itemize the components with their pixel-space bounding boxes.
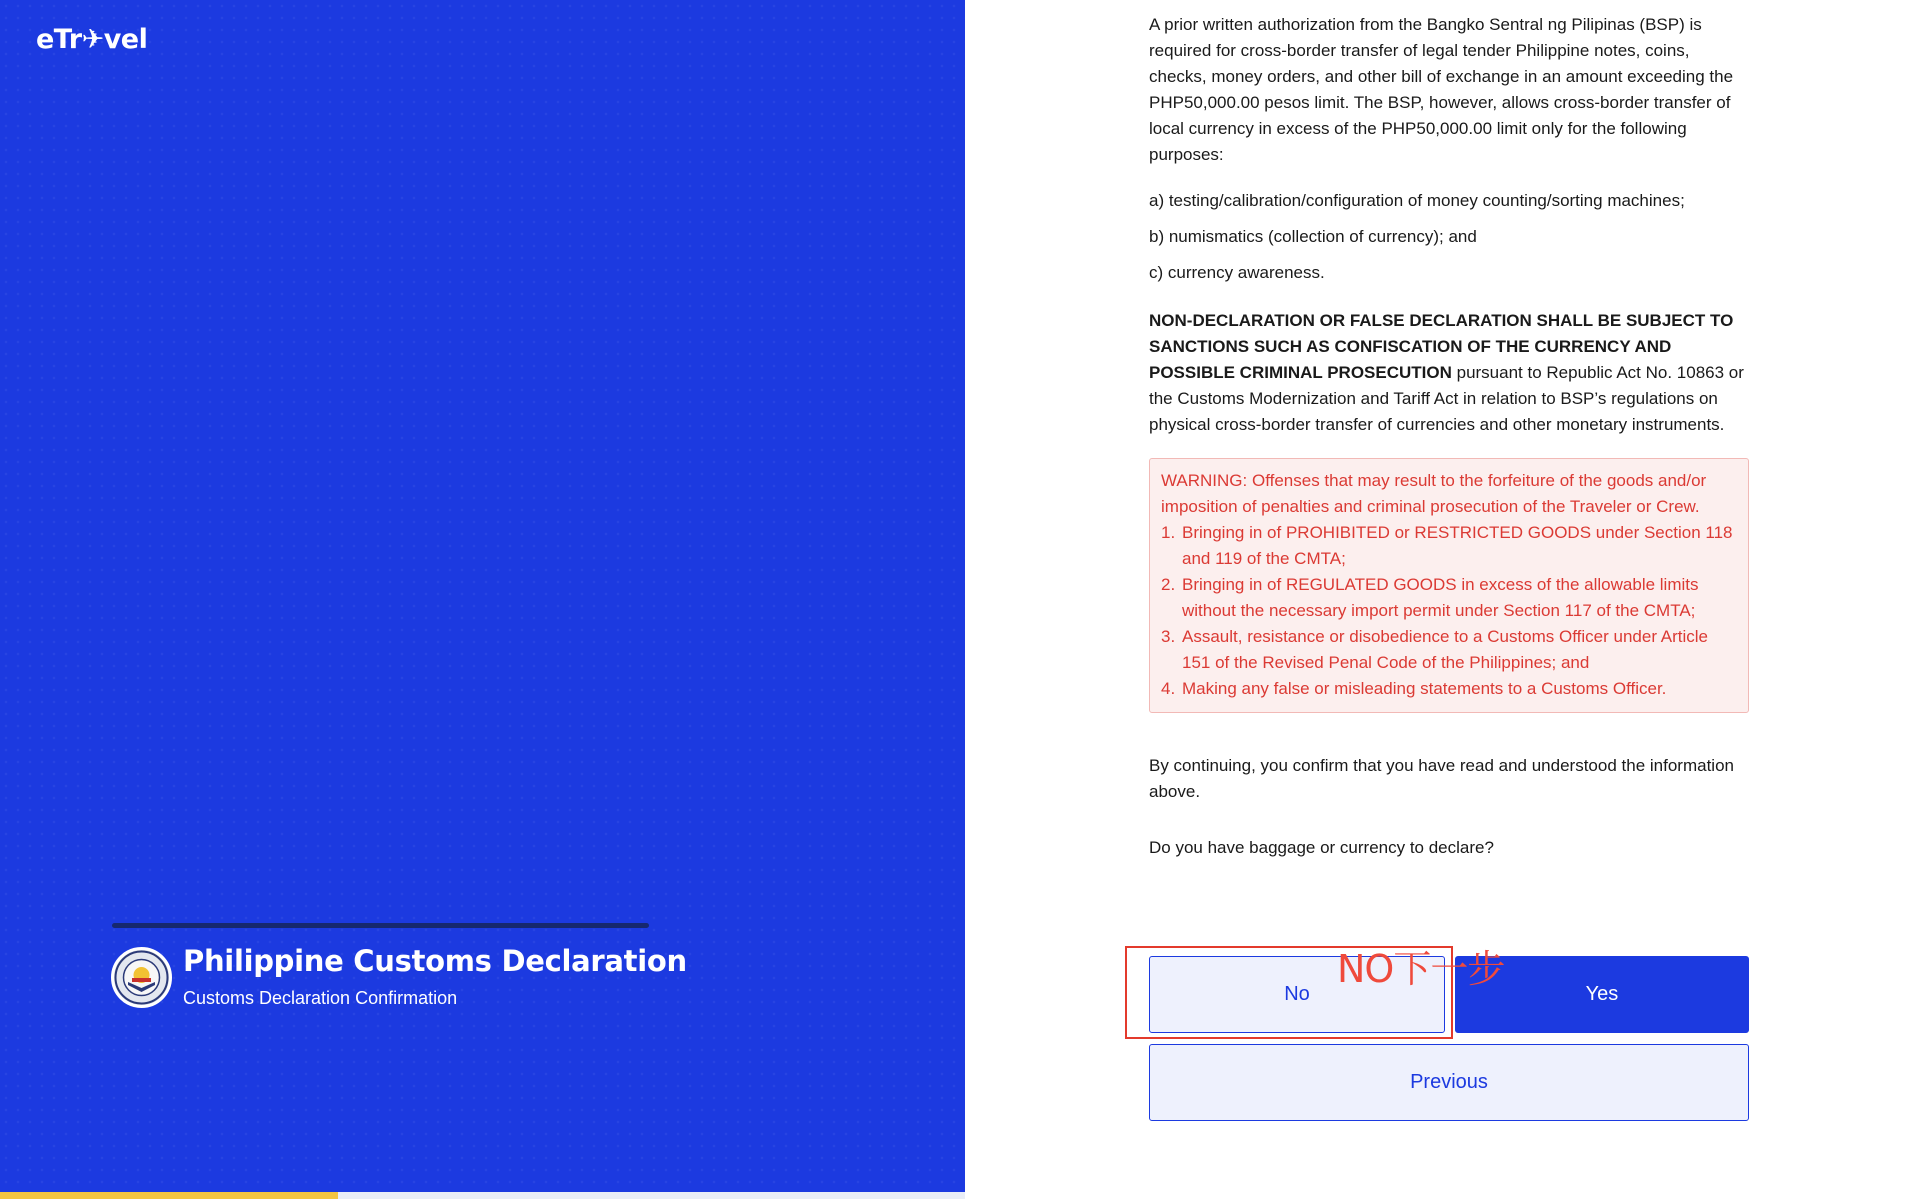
form-title: Philippine Customs Declaration	[183, 944, 687, 978]
progress-bar	[0, 1192, 965, 1199]
warning-list	[1161, 520, 1737, 702]
form-subtitle: Customs Declaration Confirmation	[183, 988, 458, 1008]
section-divider	[112, 923, 649, 928]
declaration-content	[1149, 12, 1749, 861]
etravel-logo: eTr✈vel	[36, 24, 148, 55]
no-button[interactable]: No	[1149, 956, 1445, 1033]
declaration-question: Do you have baggage or currency to declare?	[1149, 838, 1494, 857]
progress-bar-fill	[0, 1192, 338, 1199]
warning-item: 4. Making any false or misleading statements to a Customs Officer.	[1161, 679, 1667, 698]
yes-button[interactable]: Yes	[1455, 956, 1749, 1033]
warning-item: 1. Bringing in of PROHIBITED or RESTRICTED GOODS under Section 118 and 119 of the CMTA;	[1161, 523, 1733, 568]
purpose-item: b) numismatics (collection of currency); and	[1149, 227, 1477, 246]
warning-item: 2. Bringing in of REGULATED GOODS in excess of the allowable limits without the necessary import permit under Section 117 of the CMTA;	[1161, 575, 1699, 620]
sanction-paragraph	[1149, 308, 1749, 438]
annotation-label: NO下一步	[1337, 947, 1505, 991]
purpose-item: a) testing/calibration/configuration of money counting/sorting machines;	[1149, 191, 1685, 210]
warning-intro: WARNING: Offenses that may result to the forfeiture of the goods and/or imposition of penalties and criminal prosecution of the Traveler or Crew.	[1161, 471, 1707, 516]
warning-box	[1149, 458, 1749, 713]
confirmation-text: By continuing, you confirm that you have read and understood the information above.	[1149, 756, 1734, 801]
warning-item: 3. Assault, resistance or disobedience to a Customs Officer under Article 151 of the Revised Penal Code of the Philippines; and	[1161, 627, 1708, 672]
sanction-bold-text: NON-DECLARATION OR FALSE DECLARATION SHALL BE SUBJECT TO SANCTIONS SUCH AS CONFISCATION OF THE CURRENCY AND POSSIBLE CRIMINAL PROSECUTION	[1149, 311, 1734, 382]
bsp-authorization-paragraph: A prior written authorization from the Bangko Sentral ng Pilipinas (BSP) is required for cross-border transfer of legal tender Philippine notes, coins, checks, money orders, and other bill of exchange in an amount exceeding the PHP50,000.00 pesos limit. The BSP, however, allows cross-border transfer of local currency in excess of the PHP50,000.00 limit only for the following purposes:	[1149, 15, 1734, 164]
bureau-of-customs-seal-icon	[111, 947, 172, 1008]
purpose-item: c) currency awareness.	[1149, 263, 1325, 282]
previous-button[interactable]: Previous	[1149, 1044, 1749, 1121]
sanction-text: pursuant to Republic Act No. 10863 or the Customs Modernization and Tariff Act in relation to BSP’s regulations on physical cross-border transfer of currencies and other monetary instruments.	[1149, 363, 1744, 434]
